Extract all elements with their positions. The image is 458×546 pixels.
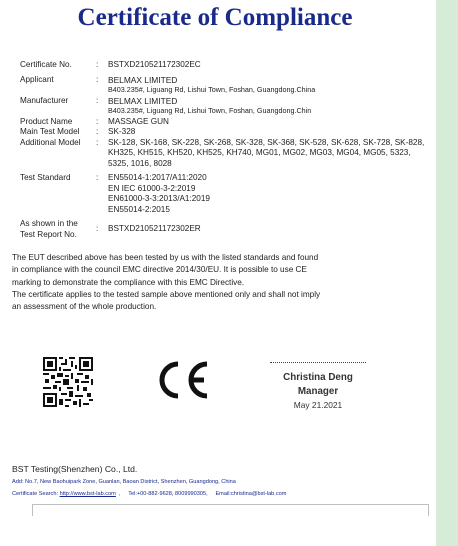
statement-line: The EUT described above has been tested by us with the listed standards and found [12, 253, 319, 262]
applicant-name: BELMAX LIMITED [108, 74, 178, 85]
certificate-title: Certificate of Compliance [77, 4, 353, 31]
side-strip [436, 0, 458, 546]
field-label: Product Name [20, 116, 73, 126]
manufacturer-address: B403.235#, Liguang Rd, Lishui Town, Foshan, Guangdong.Chin [108, 106, 312, 115]
signatory-role: Manager [297, 386, 339, 397]
footer-rule [32, 504, 428, 505]
footer-tick [428, 504, 429, 516]
statement-line: The certificate applies to the tested sample above mentioned only and shall not imply [12, 289, 321, 299]
field-label: Additional Model [20, 137, 81, 147]
field-label: Test Report No. [20, 229, 77, 239]
contact-line: Certificate Search: http://www.bst-lab.com , Tel:+00-882-9628, 8009990305, Email:christina@bst-lab.com [12, 491, 287, 497]
email: Email:christina@bst-lab.com [215, 491, 287, 497]
website-link[interactable]: http://www.bst-lab.com [59, 491, 116, 497]
field-label: Certificate No. [20, 60, 72, 69]
field-label: Manufacturer [20, 95, 69, 105]
company-name: BST Testing(Shenzhen) Co., Ltd. [12, 464, 138, 474]
field-label: Applicant [20, 74, 54, 84]
applicant-address: B403.235#, Liguang Rd, Lishui Town, Foshan, Guangdong.China [108, 85, 316, 94]
field-value: BSTXD210521172302EC [108, 60, 201, 69]
field-certificate-no: Certificate No. : BSTXD210521172302EC [20, 60, 430, 71]
company-address: Add: No.7, New Baohuipark Zone, Guanlan, Baoan District, Shenzhen, Guangdong, China [12, 479, 236, 485]
signature-line [270, 362, 366, 363]
field-label: Main Test Model [20, 127, 80, 136]
field-value: MASSAGE GUN [108, 116, 169, 126]
statement-line: marking to demonstrate the compliance with this EMC Directive. [12, 277, 245, 287]
field-additional-model: Additional Model : SK-128, SK-168, SK-228, SK-268, SK-328, SK-368, SK-528, SK-628, SK-728, SK-828, KH325, KH515, KH520, KH525, KH740, MG01, MG02, MG03, MG04, MG05, 5323, 5325, 1016, 8028 [20, 138, 430, 170]
ce-mark-icon [152, 358, 212, 402]
statement-line: in compliance with the council EMC directive 2014/30/EU. It is possible to use CE [12, 265, 307, 275]
field-product-name: Product Name : MASSAGE GUN [20, 117, 430, 128]
signature-date: May 21.2021 [293, 400, 343, 410]
standard-item: EN IEC 61000-3-2:2019 [108, 183, 196, 193]
field-value: SK-128, SK-168, SK-228, SK-268, SK-328, SK-368, SK-528, SK-628, SK-728, SK-828, KH325, KH515, KH520, KH525, KH740, MG01, MG02, MG03, MG04, MG05, 5323, 5325, 1016, 8028 [108, 137, 425, 168]
telephone: Tel:+00-882-9628, 8009990305, [128, 491, 208, 497]
standard-item: EN61000-3-3:2013/A1:2019 [108, 194, 210, 203]
qr-code-icon [43, 357, 93, 407]
field-applicant: Applicant : BELMAX LIMITED B403.235#, Liguang Rd, Lishui Town, Foshan, Guangdong.China [20, 75, 430, 96]
field-main-test-model: Main Test Model : SK-328 [20, 127, 430, 138]
field-label: As shown in the [20, 219, 78, 228]
standard-item: EN55014-1:2017/A11:2020 [108, 173, 207, 182]
field-value: BSTXD210521172302ER [108, 224, 201, 233]
field-manufacturer: Manufacturer : BELMAX LIMITED B403.235#, Liguang Rd, Lishui Town, Foshan, Guangdong.Chin [20, 96, 430, 117]
certificate-fields [20, 60, 430, 240]
compliance-statement [12, 252, 432, 313]
signatory-name: Christina Deng [283, 372, 353, 383]
standard-item: EN55014-2:2015 [108, 204, 170, 214]
signature-block [268, 362, 368, 411]
field-value: SK-328 [108, 127, 136, 136]
field-test-standard: Test Standard : EN55014-1:2017/A11:2020 EN IEC 61000-3-2:2019 EN61000-3-3:2013/A1:2019 EN55014-2:2015 [20, 173, 430, 215]
field-test-report: As shown in the Test Report No. : BSTXD210521172302ER [20, 219, 430, 240]
statement-line: an assessment of the whole production. [12, 302, 157, 312]
search-label: Certificate Search: [12, 491, 59, 497]
field-label: Test Standard [20, 173, 71, 182]
footer-tick [32, 504, 33, 516]
manufacturer-name: BELMAX LIMITED [108, 95, 178, 106]
